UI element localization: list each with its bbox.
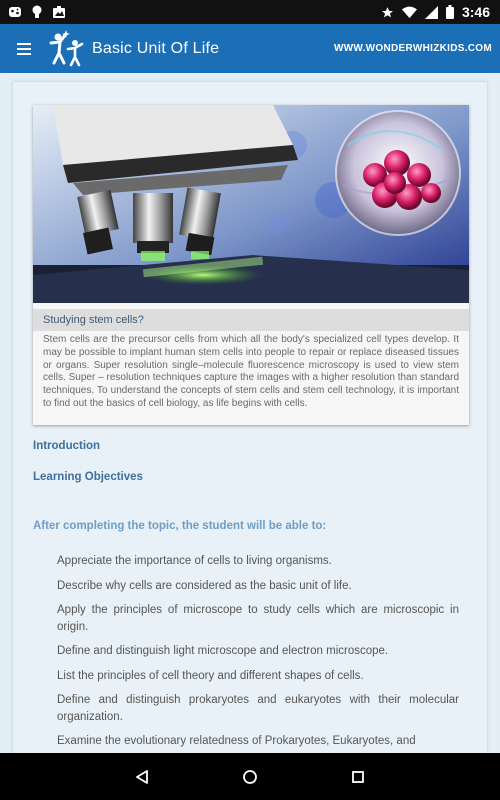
list-item: List the principles of cell theory and different shapes of cells. [57, 669, 364, 682]
hamburger-menu-icon[interactable] [0, 24, 48, 73]
app-bar [0, 24, 500, 73]
status-notifications [8, 5, 66, 19]
status-bar [0, 0, 500, 24]
list-item: Appreciate the importance of cells to living organisms. [57, 555, 332, 567]
intro-card [33, 105, 469, 425]
signal-icon [425, 6, 438, 19]
recents-square-icon[interactable] [340, 759, 376, 795]
wonderwhizkids-logo [48, 29, 88, 69]
objectives-subheading: After completing the topic, the student will be able to: [33, 520, 327, 532]
home-circle-icon[interactable] [232, 759, 268, 795]
objectives-list [57, 553, 459, 758]
learning-objectives-heading[interactable]: Learning Objectives [33, 471, 143, 483]
website-link[interactable]: WWW.WONDERWHIZKIDS.COM [333, 43, 492, 54]
introduction-link[interactable]: Introduction [33, 440, 101, 452]
back-triangle-icon[interactable] [124, 759, 160, 795]
content-area[interactable] [0, 73, 500, 753]
status-system [381, 4, 490, 20]
card-description: Stem cells are the precursor cells from which all the body's specialized cell types develop. It may be possible to implant human stem cells into people to repair or replace diseased tissues or organs. Super resolution single–molecule fluorescence microscopy is used to view stem cells. Super – resolution techniques capture the images with a higher resolution than standard techniques. To understand the concepts of stem cells and stem cell technology, it is important to find out the basics of cell biology, as life begins with cells. [43, 334, 459, 409]
lesson-panel [12, 81, 488, 761]
list-item: Define and distinguish prokaryotes and eukaryotes with their molecular organization. [57, 694, 459, 723]
list-item: Examine the evolutionary relatedness of Prokaryotes, Eukaryotes, and [57, 735, 416, 747]
wifi-icon [402, 6, 417, 19]
battery-icon [446, 5, 454, 19]
card-caption: Studying stem cells? [33, 309, 469, 331]
list-item: Describe why cells are considered as the basic unit of life. [57, 579, 352, 592]
navigation-bar [0, 753, 500, 800]
photo-icon [52, 5, 66, 19]
list-item: Define and distinguish light microscope and electron microscope. [57, 645, 389, 657]
game-controller-icon [8, 5, 22, 19]
list-item: Apply the principles of microscope to study cells which are microscopic in origin. [57, 604, 459, 633]
star-icon [381, 6, 394, 19]
microscope-stem-cells-image [33, 105, 469, 303]
clock-time: 3:46 [461, 4, 490, 20]
bulb-icon [31, 5, 43, 19]
app-title: Basic Unit Of Life [92, 39, 220, 57]
